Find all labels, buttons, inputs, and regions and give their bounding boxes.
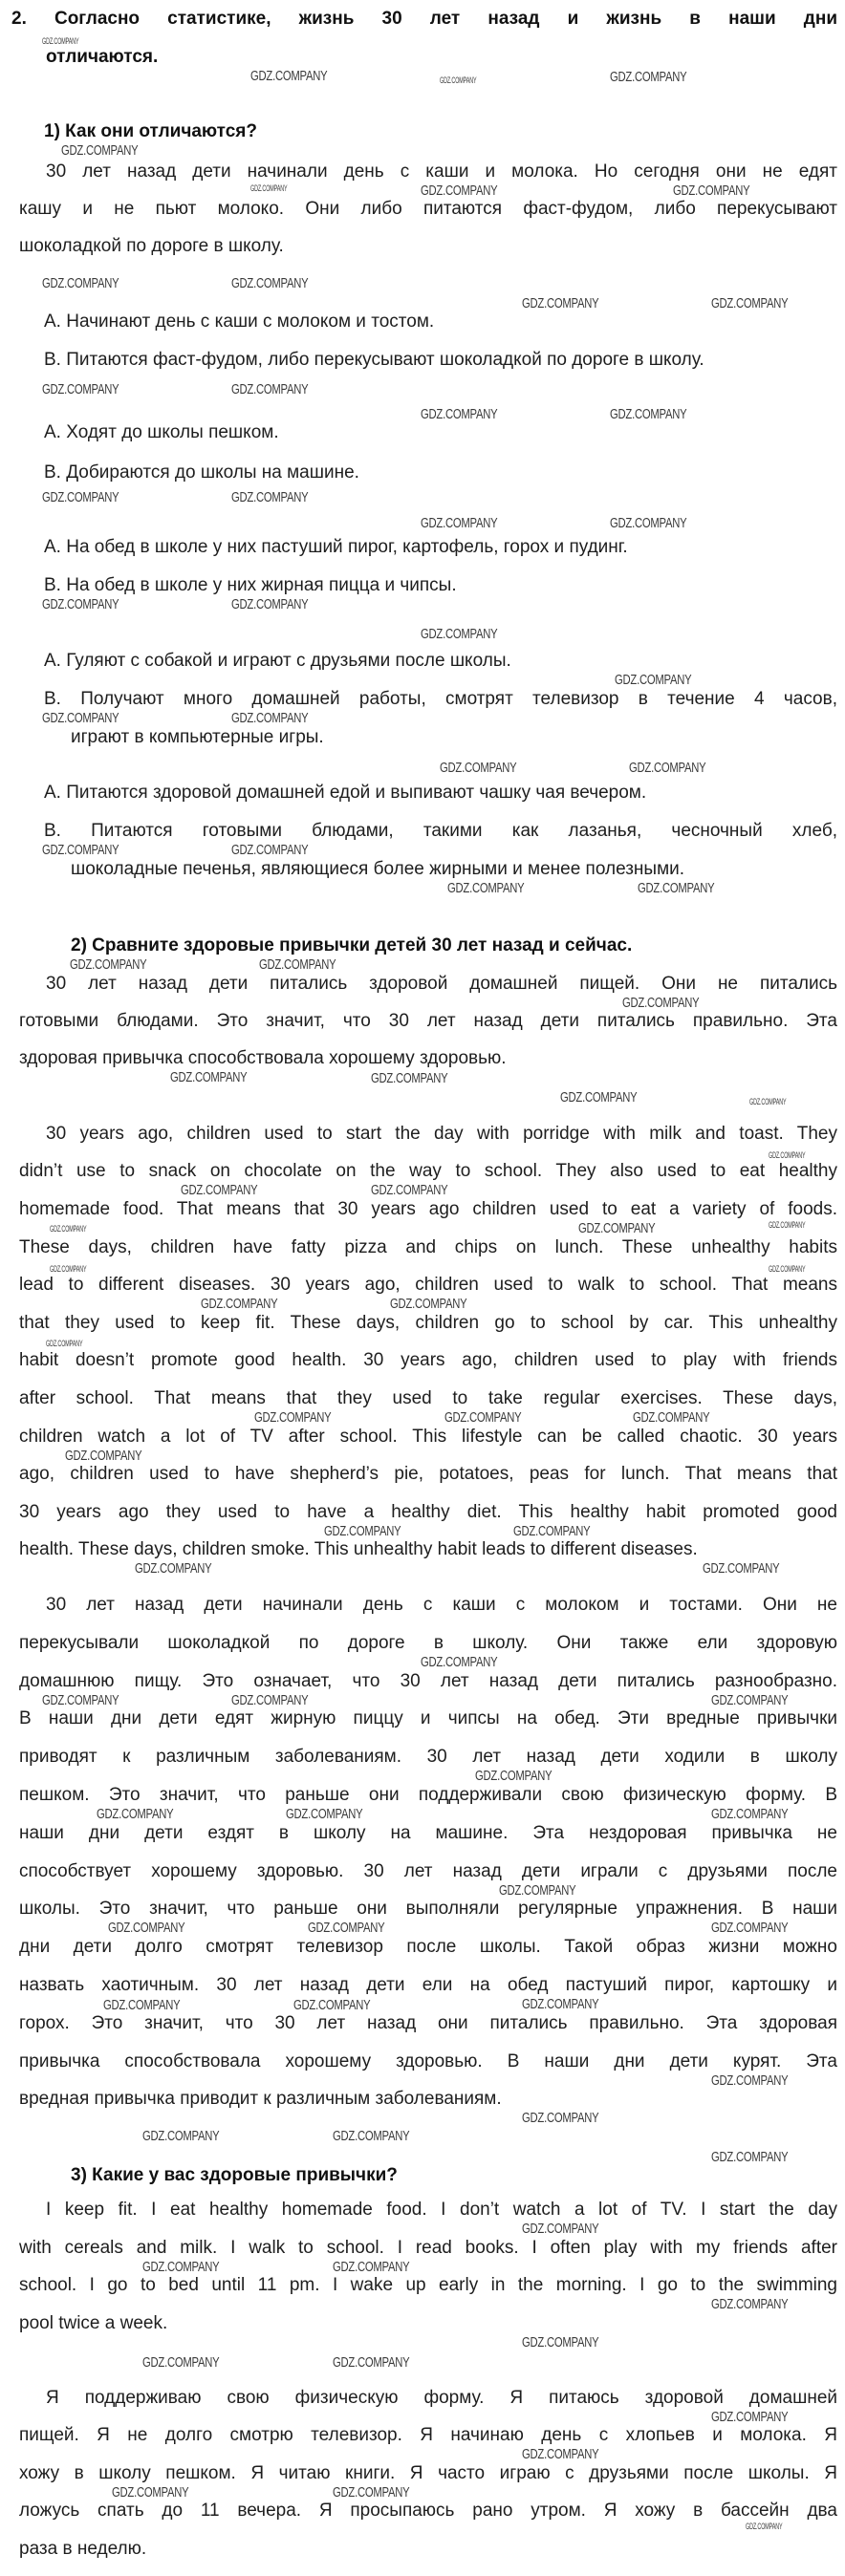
watermark: GDZ.COMPANY: [421, 1654, 498, 1670]
watermark: GDZ.COMPANY: [746, 2522, 783, 2531]
watermark: GDZ.COMPANY: [293, 1997, 371, 2013]
watermark: GDZ.COMPANY: [769, 1264, 806, 1274]
text-line: 30 years ago, children used to start the day with porridge with milk and toast. They: [46, 1124, 837, 1144]
watermark: GDZ.COMPANY: [633, 1409, 710, 1426]
text-line: В. Питаются фаст-фудом, либо перекусывают шоколадкой по дороге в школу.: [44, 350, 704, 370]
watermark: GDZ.COMPANY: [371, 1182, 448, 1198]
text-line: приводят к различным заболеваниям. 30 лет назад дети ходили в школу: [19, 1747, 837, 1767]
watermark: GDZ.COMPANY: [42, 1692, 119, 1708]
text-line: В. На обед в школе у них жирная пицца и чипсы.: [44, 575, 457, 595]
watermark: GDZ.COMPANY: [749, 1097, 787, 1106]
watermark: GDZ.COMPANY: [231, 596, 309, 612]
watermark: GDZ.COMPANY: [42, 36, 79, 46]
watermark: GDZ.COMPANY: [513, 1523, 591, 1539]
text-line: 30 лет назад дети начинали день с каши и молока. Но сегодня они не едят: [46, 161, 837, 182]
watermark: GDZ.COMPANY: [421, 626, 498, 642]
text-line: отличаются.: [46, 47, 159, 67]
text-line: 30 лет назад дети начинали день с каши с молоком и тостами. Они не: [46, 1595, 837, 1615]
watermark: GDZ.COMPANY: [440, 75, 477, 85]
watermark: GDZ.COMPANY: [286, 1806, 363, 1822]
text-line: назвать хаотичным. 30 лет назад дети ели на обед пастуший пирог, картошку и: [19, 1975, 837, 1995]
watermark: GDZ.COMPANY: [421, 515, 498, 531]
text-line: These days, children have fatty pizza and chips on lunch. These unhealthy habits: [19, 1237, 837, 1257]
text-line: А. Начинают день с каши с молоком и тостом.: [44, 311, 435, 332]
text-line: В. Питаются готовыми блюдами, такими как лазанья, чесночный хлеб,: [44, 821, 837, 841]
watermark: GDZ.COMPANY: [769, 1150, 806, 1160]
text-line: Я поддерживаю свою физическую форму. Я питаюсь здоровой домашней: [46, 2388, 837, 2408]
watermark: GDZ.COMPANY: [421, 182, 498, 199]
watermark: GDZ.COMPANY: [181, 1182, 258, 1198]
watermark: GDZ.COMPANY: [333, 2354, 410, 2371]
text-line: хожу в школу пешком. Я читаю книги. Я часто играю с друзьями после школы. Я: [19, 2463, 837, 2483]
text-line: children watch a lot of TV after school. This lifestyle can be called chaotic. 30 years: [19, 1427, 837, 1447]
watermark: GDZ.COMPANY: [629, 760, 706, 776]
watermark: GDZ.COMPANY: [108, 1920, 185, 1936]
watermark: GDZ.COMPANY: [711, 2072, 789, 2089]
watermark: GDZ.COMPANY: [622, 995, 700, 1011]
text-line: В. Добираются до школы на машине.: [44, 462, 359, 483]
watermark: GDZ.COMPANY: [61, 142, 139, 159]
watermark: GDZ.COMPANY: [711, 2409, 789, 2425]
text-line: готовыми блюдами. Это значит, что 30 лет назад дети питались правильно. Эта: [19, 1011, 837, 1031]
watermark: GDZ.COMPANY: [42, 381, 119, 397]
watermark: GDZ.COMPANY: [711, 2149, 789, 2165]
text-line: after school. That means that they used to take regular exercises. These days,: [19, 1388, 837, 1408]
text-line: 30 years ago they used to have a healthy diet. This healthy habit promoted good: [19, 1502, 837, 1522]
watermark: GDZ.COMPANY: [711, 2296, 789, 2312]
text-line: шоколадкой по дороге в школу.: [19, 236, 284, 256]
watermark: GDZ.COMPANY: [711, 1692, 789, 1708]
watermark: GDZ.COMPANY: [42, 710, 119, 726]
watermark: GDZ.COMPANY: [703, 1560, 780, 1577]
watermark: GDZ.COMPANY: [421, 406, 498, 422]
watermark: GDZ.COMPANY: [522, 2110, 599, 2126]
text-line: пищей. Я не долго смотрю телевизор. Я начинаю день с хлопьев и молока. Я: [19, 2425, 837, 2445]
text-line: домашнюю пищу. Это означает, что 30 лет назад дети питались разнообразно.: [19, 1671, 837, 1691]
text-line: health. These days, children smoke. This unhealthy habit leads to different diseases.: [19, 1539, 698, 1559]
watermark: GDZ.COMPANY: [250, 183, 288, 193]
watermark: GDZ.COMPANY: [97, 1806, 174, 1822]
text-line: горох. Это значит, что 30 лет назад они питались правильно. Эта здоровая: [19, 2013, 837, 2033]
text-line: homemade food. That means that 30 years ago children used to eat a variety of foods.: [19, 1199, 837, 1219]
text-line: 1) Как они отличаются?: [44, 121, 257, 141]
watermark: GDZ.COMPANY: [440, 760, 517, 776]
text-line: didn’t use to snack on chocolate on the way to school. They also used to eat healthy: [19, 1161, 837, 1181]
watermark: GDZ.COMPANY: [615, 672, 692, 688]
watermark: GDZ.COMPANY: [231, 275, 309, 291]
watermark: GDZ.COMPANY: [522, 1996, 599, 2012]
watermark: GDZ.COMPANY: [254, 1409, 332, 1426]
watermark: GDZ.COMPANY: [371, 1070, 448, 1086]
text-line: А. Ходят до школы пешком.: [44, 422, 279, 442]
text-line: А. Гуляют с собакой и играют с друзьями после школы.: [44, 651, 511, 671]
text-line: with cereals and milk. I walk to school. I read books. I often play with my friends after: [19, 2238, 837, 2258]
watermark: GDZ.COMPANY: [42, 842, 119, 858]
watermark: GDZ.COMPANY: [42, 489, 119, 505]
text-line: that they used to keep fit. These days, children go to school by car. This unhealthy: [19, 1313, 837, 1333]
watermark: GDZ.COMPANY: [390, 1296, 467, 1312]
watermark: GDZ.COMPANY: [447, 880, 525, 896]
text-line: играют в компьютерные игры.: [71, 727, 324, 747]
text-line: school. I go to bed until 11 pm. I wake up early in the morning. I go to the swimming: [19, 2275, 837, 2295]
watermark: GDZ.COMPANY: [499, 1882, 576, 1899]
watermark: GDZ.COMPANY: [65, 1448, 142, 1464]
watermark: GDZ.COMPANY: [711, 295, 789, 311]
watermark: GDZ.COMPANY: [610, 515, 687, 531]
text-line: 2) Сравните здоровые привычки детей 30 лет назад и сейчас.: [71, 935, 633, 955]
watermark: GDZ.COMPANY: [42, 596, 119, 612]
watermark: GDZ.COMPANY: [560, 1089, 638, 1106]
watermark: GDZ.COMPANY: [308, 1920, 385, 1936]
watermark: GDZ.COMPANY: [259, 956, 336, 973]
text-line: способствует хорошему здоровью. 30 лет назад дети играли с друзьями после: [19, 1861, 837, 1881]
watermark: GDZ.COMPANY: [522, 2221, 599, 2237]
text-line: 30 лет назад дети питались здоровой домашней пищей. Они не питались: [46, 974, 837, 994]
text-line: перекусывали шоколадкой по дороге в школу. Они также ели здоровую: [19, 1633, 837, 1653]
watermark: GDZ.COMPANY: [46, 1339, 83, 1348]
watermark: GDZ.COMPANY: [522, 2334, 599, 2351]
watermark: GDZ.COMPANY: [112, 2484, 189, 2501]
text-line: habit doesn’t promote good health. 30 years ago, children used to play with friends: [19, 1350, 837, 1370]
text-line: ложусь спать до 11 вечера. Я просыпаюсь рано утром. Я хожу в бассейн два: [19, 2501, 837, 2521]
watermark: GDZ.COMPANY: [673, 182, 750, 199]
text-line: шоколадные печенья, являющиеся более жирными и менее полезными.: [71, 859, 685, 879]
watermark: GDZ.COMPANY: [711, 1806, 789, 1822]
watermark: GDZ.COMPANY: [231, 381, 309, 397]
watermark: GDZ.COMPANY: [231, 842, 309, 858]
text-line: А. Питаются здоровой домашней едой и выпивают чашку чая вечером.: [44, 783, 647, 803]
text-line: школы. Это значит, что раньше они выполняли регулярные упражнения. В наши: [19, 1899, 837, 1919]
watermark: GDZ.COMPANY: [769, 1220, 806, 1230]
watermark: GDZ.COMPANY: [333, 2128, 410, 2144]
text-line: здоровая привычка способствовала хорошему здоровью.: [19, 1048, 507, 1068]
text-line: раза в неделю.: [19, 2539, 147, 2559]
watermark: GDZ.COMPANY: [231, 489, 309, 505]
watermark: GDZ.COMPANY: [324, 1523, 401, 1539]
watermark: GDZ.COMPANY: [522, 2446, 599, 2462]
watermark: GDZ.COMPANY: [142, 2354, 220, 2371]
watermark: GDZ.COMPANY: [201, 1296, 278, 1312]
text-line: пешком. Это значит, что раньше они поддерживали свою физическую форму. В: [19, 1785, 837, 1805]
watermark: GDZ.COMPANY: [103, 1997, 181, 2013]
text-line: вредная привычка приводит к различным заболеваниям.: [19, 2089, 502, 2109]
text-line: 3) Какие у вас здоровые привычки?: [71, 2165, 398, 2185]
text-line: дни дети долго смотрят телевизор после школы. Такой образ жизни можно: [19, 1937, 837, 1957]
text-line: В наши дни дети едят жирную пиццу и чипсы на обед. Эти вредные привычки: [19, 1708, 837, 1728]
watermark: GDZ.COMPANY: [522, 295, 599, 311]
watermark: GDZ.COMPANY: [333, 2484, 410, 2501]
watermark: GDZ.COMPANY: [142, 2128, 220, 2144]
watermark: GDZ.COMPANY: [610, 69, 687, 85]
text-line: А. На обед в школе у них пастуший пирог, картофель, горох и пудинг.: [44, 537, 628, 557]
text-line: наши дни дети ездят в школу на машине. Эта нездоровая привычка не: [19, 1823, 837, 1843]
watermark: GDZ.COMPANY: [250, 68, 328, 84]
text-line: кашу и не пьют молоко. Они либо питаются фаст-фудом, либо перекусывают: [19, 199, 837, 219]
watermark: GDZ.COMPANY: [231, 1692, 309, 1708]
watermark: GDZ.COMPANY: [638, 880, 715, 896]
text-line: pool twice a week.: [19, 2313, 168, 2333]
watermark: GDZ.COMPANY: [142, 2259, 220, 2275]
watermark: GDZ.COMPANY: [70, 956, 147, 973]
watermark: GDZ.COMPANY: [333, 2259, 410, 2275]
watermark: GDZ.COMPANY: [444, 1409, 522, 1426]
text-line: I keep fit. I eat healthy homemade food. I don’t watch a lot of TV. I start the day: [46, 2200, 837, 2220]
text-line: 2. Согласно статистике, жизнь 30 лет назад и жизнь в наши дни: [11, 9, 837, 29]
text-line: ago, children used to have shepherd’s pie, potatoes, peas for lunch. That means that: [19, 1464, 837, 1484]
watermark: GDZ.COMPANY: [135, 1560, 212, 1577]
watermark: GDZ.COMPANY: [170, 1069, 248, 1085]
watermark: GDZ.COMPANY: [42, 275, 119, 291]
text-line: привычка способствовала хорошему здоровью. В наши дни дети курят. Эта: [19, 2051, 837, 2072]
watermark: GDZ.COMPANY: [711, 1920, 789, 1936]
watermark: GDZ.COMPANY: [50, 1224, 87, 1234]
watermark: GDZ.COMPANY: [50, 1264, 87, 1274]
watermark: GDZ.COMPANY: [578, 1220, 656, 1236]
text-line: В. Получают много домашней работы, смотрят телевизор в течение 4 часов,: [44, 689, 837, 709]
watermark: GDZ.COMPANY: [610, 406, 687, 422]
text-line: lead to different diseases. 30 years ago, children used to walk to school. That means: [19, 1275, 837, 1295]
watermark: GDZ.COMPANY: [475, 1768, 552, 1784]
watermark: GDZ.COMPANY: [231, 710, 309, 726]
